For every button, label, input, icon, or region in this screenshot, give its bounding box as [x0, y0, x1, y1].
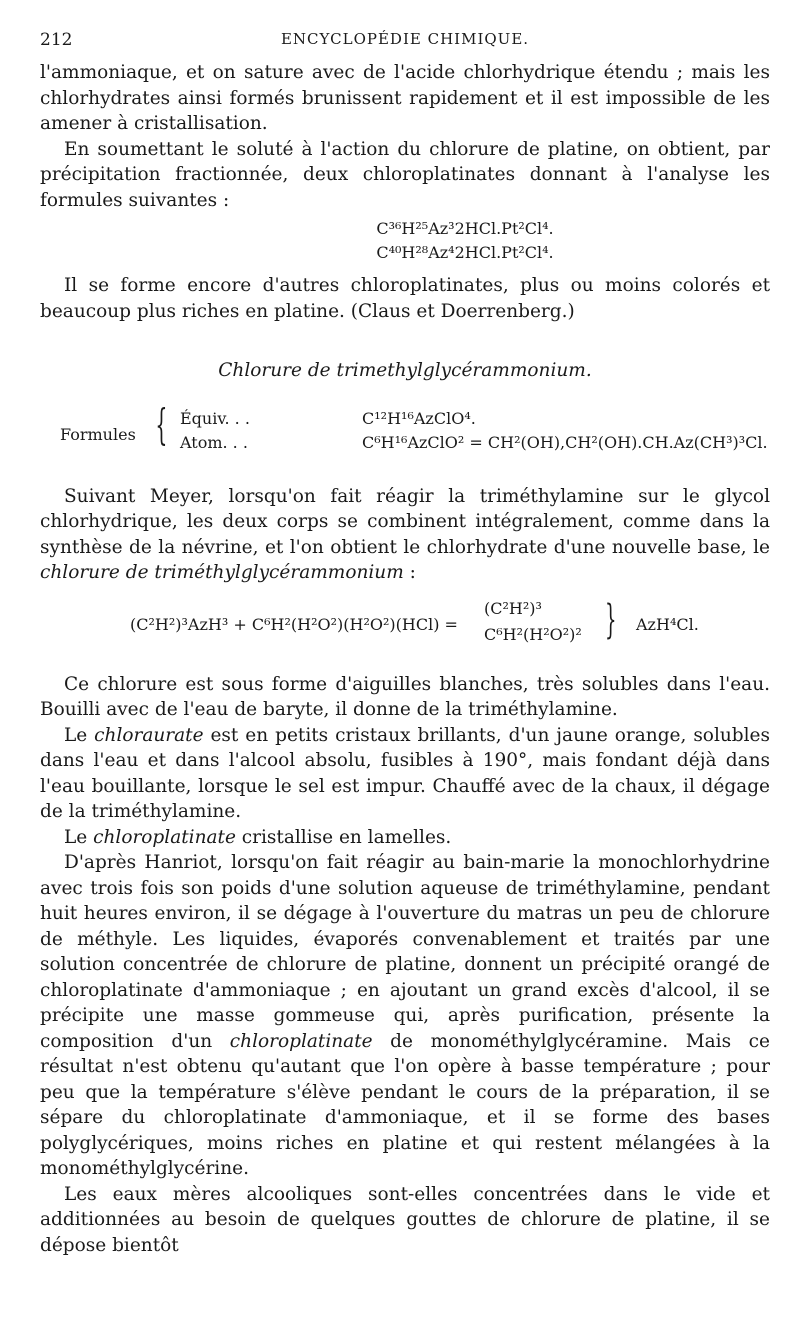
- paragraph-6: [40, 723, 770, 825]
- equation-right-side: AzH⁴Cl.: [636, 614, 699, 634]
- paragraph-4-text: Suivant Meyer, lorsqu'on fait réagir la triméthylamine sur le glycol chlorhydrique, les deux corps se combinent intégralement, comme dans la synthèse de la névrine, et l'on obtient le chlorhydrate d'une nouvelle base, le: [40, 485, 770, 558]
- paragraph-7-text: cristallise en lamelles.: [235, 826, 452, 848]
- page-header: [40, 30, 770, 54]
- paragraph-8-emphasis: chloroplatinate: [229, 1030, 373, 1052]
- paragraph-9: Les eaux mères alcooliques sont-elles concentrées dans le vide et additionnées au besoin de quelques gouttes de chlorure de platine, il se dépose bientôt: [40, 1183, 770, 1256]
- paragraph-8-tail: de monométhylglycéramine. Mais ce résultat n'est obtenu qu'autant que l'on opère à basse température ; pour peu que la température s'élève pendant le cours de la préparation, il se sépare du chloroplatinate d'ammoniaque, et il se forme des bases polyglycériques, moins riches en platine et qui restent mélangées à la monométhylglycérine.: [40, 1030, 770, 1179]
- formules-label: Formules: [60, 424, 136, 444]
- running-title: ENCYCLOPÉDIE CHIMIQUE.: [280, 30, 530, 48]
- reaction-equation: [40, 596, 770, 654]
- atom-label: Atom. . .: [180, 432, 248, 452]
- equation-numerator: (C²H²)³: [484, 598, 542, 618]
- equiv-formula: C¹²H¹⁶AzClO⁴.: [362, 408, 476, 428]
- chloroplatinate-formulas: [160, 217, 770, 265]
- page-number: 212: [40, 30, 73, 50]
- formula-line-1: C³⁶H²⁵Az³2HCl.Pt²Cl⁴.: [376, 219, 554, 238]
- formules-block: [40, 399, 770, 464]
- paragraph-7-emphasis: chloroplatinate: [93, 826, 236, 848]
- paragraph-2: En soumettant le soluté à l'action du chlorure de platine, on obtient, par précipitation fractionnée, deux chloroplatinates donnant à l'analyse les formules suivantes :: [40, 138, 770, 211]
- equation-denominator: C⁶H²(H²O²)²: [484, 624, 582, 644]
- body-text: [40, 60, 770, 1258]
- paragraph-8-text: D'après Hanriot, lorsqu'on fait réagir au bain-marie la monochlorhydrine avec trois fois son poids d'une solution aqueuse de triméthylamine, pendant huit heures environ, il se dégage à l'ouverture du matras un peu de chlorure de méthyle. Les liquides, évaporés convenablement et traités par une solution concentrée de chlorure de platine, donnent un précipité orangé de chloroplatinate d'ammoniaque ; en ajoutant un grand excès d'alcool, il se précipite une masse gommeuse qui, après purification, présente la composition d'un: [40, 852, 770, 1052]
- paragraph-6-lead: Le: [64, 724, 95, 746]
- paragraph-7-lead: Le: [64, 826, 94, 848]
- paragraph-6-text: est en petits cristaux brillants, d'un jaune orange, solubles dans l'eau et dans l'alcool absolu, fusibles à 190°, mais fondant déjà dans l'eau bouillante, lorsque le sel est impur. Chauffé avec de la chaux, il dégage de la triméthylamine.: [40, 724, 770, 822]
- atom-formula: C⁶H¹⁶AzClO² = CH²(OH),CH²(OH).CH.Az(CH³)³Cl.: [362, 432, 768, 452]
- paragraph-7: [40, 825, 770, 851]
- paragraph-8: [40, 850, 770, 1182]
- left-brace: {: [155, 399, 168, 449]
- paragraph-4-emphasis: chlorure de triméthylglycérammonium: [40, 562, 404, 583]
- section-title: Chlorure de trimethylglycérammonium.: [218, 360, 592, 381]
- paragraph-5: Ce chlorure est sous forme d'aiguilles blanches, très solubles dans l'eau. Bouilli avec de l'eau de baryte, il donne de la triméthylamine.: [40, 673, 770, 720]
- paragraph-6-emphasis: chloraurate: [94, 724, 204, 746]
- paragraph-4: [40, 484, 770, 586]
- paragraph-4-tail: :: [403, 562, 416, 583]
- equation-left-side: (C²H²)³AzH³ + C⁶H²(H²O²)(H²O²)(HCl) =: [130, 614, 458, 634]
- right-brace: }: [604, 596, 617, 643]
- equiv-label: Équiv. . .: [180, 408, 250, 428]
- formula-line-2: C⁴⁰H²⁸Az⁴2HCl.Pt²Cl⁴.: [376, 243, 554, 262]
- paragraph-3: Il se forme encore d'autres chloroplatinates, plus ou moins colorés et beaucoup plus riches en platine. (Claus et Doerrenberg.): [40, 275, 770, 322]
- paragraph-1: l'ammoniaque, et on sature avec de l'acide chlorhydrique étendu ; mais les chlorhydrates ainsi formés brunissent rapidement et il est impossible de les amener à cristallisation.: [40, 62, 770, 134]
